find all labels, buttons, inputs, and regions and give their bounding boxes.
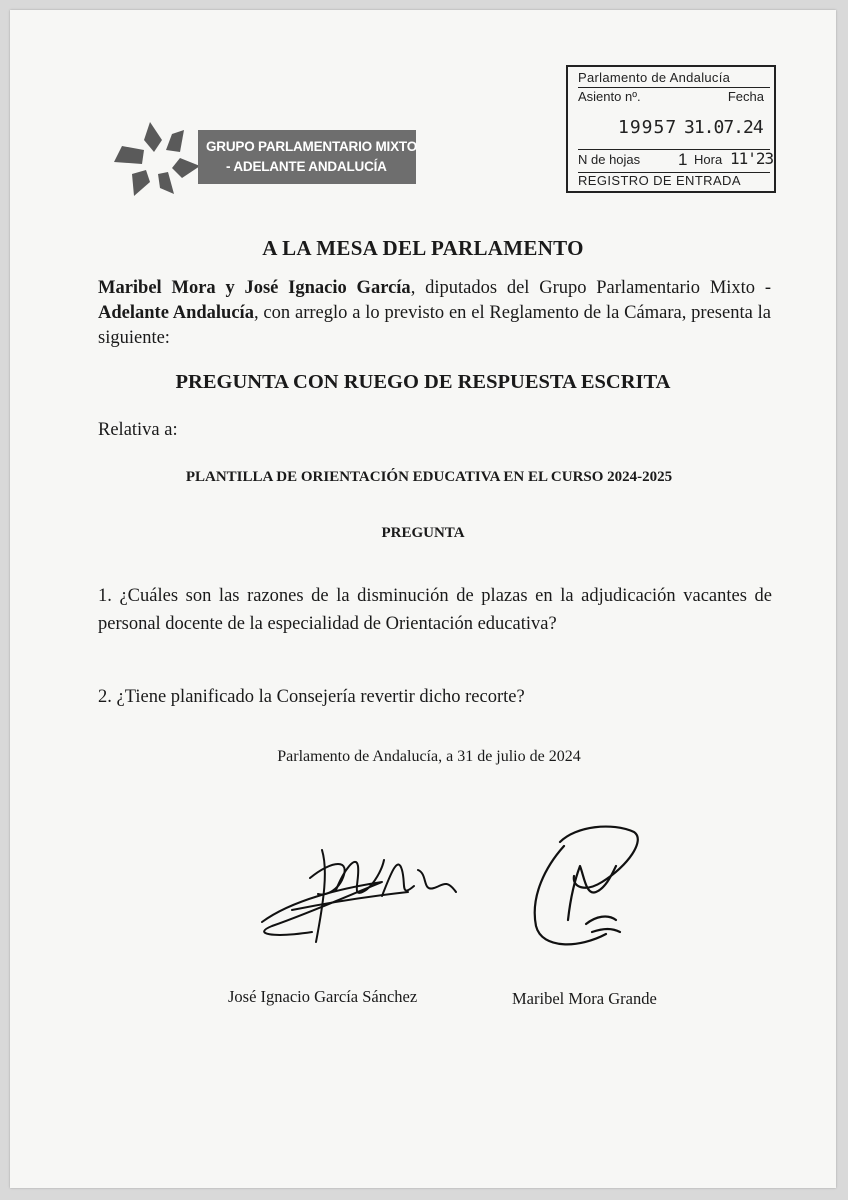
- party-logo-icon: [110, 118, 202, 200]
- stamp-hojas-value: 1: [678, 150, 688, 169]
- signatory-2-name: Maribel Mora Grande: [512, 989, 657, 1008]
- stamp-asiento-number: 19957: [618, 117, 678, 138]
- intro-paragraph: [98, 276, 771, 351]
- logo-line-2: - ADELANTE ANDALUCÍA: [226, 159, 387, 174]
- relativa-label: Relativa a:: [98, 420, 178, 440]
- pregunta-label: PREGUNTA: [381, 525, 465, 541]
- intro-authors: Maribel Mora y José Ignacio García: [98, 278, 411, 298]
- party-logo-banner: [198, 130, 416, 184]
- registration-stamp: [566, 65, 776, 193]
- intro-text-2: , con arreglo a lo previsto en el Reglamento de la Cámara, presenta la siguiente:: [98, 303, 771, 348]
- stamp-hojas-label: N de hojas: [578, 152, 641, 167]
- question-2: 2. ¿Tiene planificado la Consejería revertir dicho recorte?: [98, 687, 525, 707]
- place-date: Parlamento de Andalucía, a 31 de julio de 2024: [277, 748, 581, 765]
- question-1: 1. ¿Cuáles son las razones de la disminución de plazas en la adjudicación vacantes de personal docente de la especialidad de Orientación educativa?: [98, 586, 772, 634]
- document-title: PREGUNTA CON RUEGO DE RESPUESTA ESCRITA: [175, 371, 671, 393]
- document-heading: A LA MESA DEL PARLAMENTO: [262, 236, 584, 260]
- signature-maribel-mora: [516, 816, 646, 956]
- logo-line-1: GRUPO PARLAMENTARIO MIXTO: [206, 139, 418, 154]
- stamp-title: Parlamento de Andalucía: [578, 69, 770, 88]
- signatory-1-name: José Ignacio García Sánchez: [228, 987, 418, 1006]
- document-page: [10, 10, 836, 1188]
- stamp-hora-label: Hora: [694, 152, 723, 167]
- stamp-hora-value: 11'23: [730, 149, 774, 168]
- signature-jose-ignacio-garcia: [232, 830, 472, 950]
- intro-group: Adelante Andalucía: [98, 303, 254, 323]
- subject-title: PLANTILLA DE ORIENTACIÓN EDUCATIVA EN EL CURSO 2024-2025: [185, 469, 673, 485]
- stamp-hojas-row: [578, 149, 774, 173]
- stamp-asiento-label: Asiento nº.: [578, 89, 641, 104]
- stamp-date: 31.07.24: [684, 117, 763, 138]
- stamp-fecha-label: Fecha: [727, 89, 764, 104]
- intro-text-1: , diputados del Grupo Parlamentario Mixto -: [410, 278, 772, 298]
- stamp-registro-label: REGISTRO DE ENTRADA: [578, 173, 741, 188]
